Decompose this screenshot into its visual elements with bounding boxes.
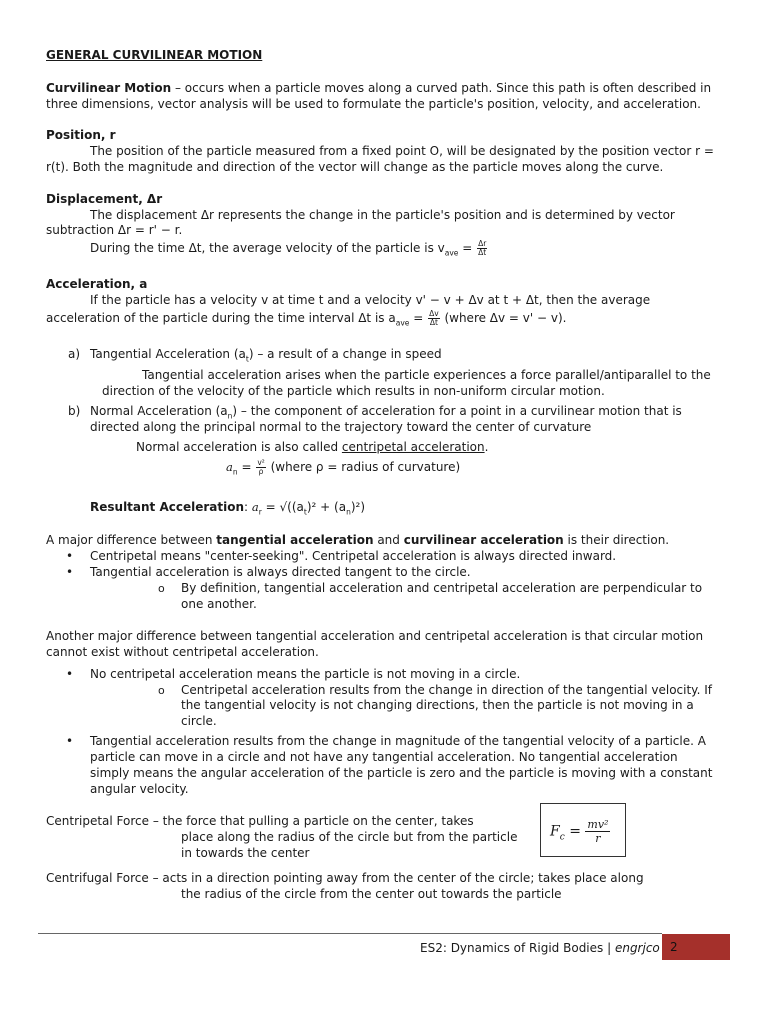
footer-course: ES2: Dynamics of Rigid Bodies | engrjco [420, 941, 660, 955]
normal-marker: b) [68, 404, 81, 418]
centripetal-acceleration-term: centripetal acceleration [341, 440, 485, 454]
difference2-line1: Another major difference between tangential acceleration and centripetal acceleration is that circular motion [46, 629, 704, 643]
tangential-line2: Tangential acceleration arises when the particle experiences a force parallel/antiparallel to the [142, 368, 711, 382]
position-heading: Position, r [46, 128, 116, 142]
page-title: GENERAL CURVILINEAR MOTION [46, 48, 263, 62]
sub-bullet-marker: o [158, 684, 165, 697]
average-acceleration-fraction: $\frac{\Delta v}{\Delta t}$ [429, 309, 439, 327]
tangential-line3: direction of the velocity of the particle which results in non-uniform circular motion. [102, 384, 605, 398]
tangential-magnitude-line1: Tangential acceleration results from the change in magnitude of the tangential velocity of a particle. A [90, 734, 706, 748]
normal-line1: Normal Acceleration $(a_n)$ – the component of acceleration for a point in a curvilinear motion that is [90, 404, 682, 421]
bullet-marker: • [66, 549, 74, 563]
difference2-line2: cannot exist without centripetal acceleration. [46, 645, 319, 659]
average-velocity-fraction: $\frac{\Delta r}{\Delta t}$ [478, 239, 487, 257]
footer-page-box [662, 934, 730, 960]
tangential-magnitude-line4: angular velocity. [90, 782, 189, 796]
centripetal-force-line1: Centripetal Force – the force that pulling a particle on the center, takes [46, 814, 474, 828]
normal-acceleration-formula: $a_n$ = $\frac{\text{v²}}{\rho}$ (where ρ = radius of curvature) [226, 458, 461, 477]
centripetal-force-formula: $F_c$ = $\frac{\text{mv²}}{r}$ [550, 818, 609, 845]
difference-direction-line: A major difference between tangential acceleration and curvilinear acceleration is their direction. [46, 533, 670, 547]
no-centripetal-bullet: No centripetal acceleration means the particle is not moving in a circle. [90, 667, 521, 681]
direction-subbullet-line1: Centripetal acceleration results from the change in direction of the tangential velocity. If [181, 683, 712, 697]
curvilinear-term: Curvilinear Motion [46, 81, 172, 95]
tangential-magnitude-line2: particle can move in a circle and not have any tangential acceleration. No tangential acceleration [90, 750, 678, 764]
acceleration-line1: If the particle has a velocity v at time t and a velocity v' − v + Δv at t + Δt, then the average [90, 293, 651, 307]
displacement-line2: subtraction Δr = r' − r. [46, 223, 183, 237]
normal-line3: Normal acceleration is also called centripetal acceleration. [136, 440, 489, 454]
resultant-acceleration: Resultant Acceleration: $a_r = √((a_t)^2 + (a_n)^2)$ [90, 500, 366, 517]
centripetal-force-formula-box [540, 803, 626, 857]
curvilinear-definition-line1: Curvilinear Motion – occurs when a particle moves along a curved path. Since this path is often described in [46, 81, 712, 95]
curvilinear-definition-line2: three dimensions, vector analysis will be used to formulate the particle's position, velocity, and acceleration. [46, 97, 701, 111]
position-line2: r(t). Both the magnitude and direction of the vector will change as the particle moves along the curve. [46, 160, 664, 174]
acceleration-line2: acceleration of the particle during the time interval Δt is $a_{ave}$ = $\frac{\Delta v}{\Delta t}$ (where Δv = v' − v). [46, 309, 567, 328]
displacement-line1: The displacement Δr represents the change in the particle's position and is determined by vector [90, 208, 675, 222]
displacement-heading: Displacement, Δr [46, 192, 163, 206]
direction-subbullet-line2: the tangential velocity is not changing directions, then the particle is not moving in a [181, 698, 694, 712]
displacement-line3: During the time Δt, the average velocity of the particle is $v_{ave}$ = $\frac{\Delta r}{\Delta t}$ [90, 239, 487, 258]
perpendicular-subbullet-line2: one another. [181, 597, 257, 611]
page-number: 2 [670, 940, 678, 954]
bullet-marker: • [66, 667, 74, 681]
tangential-magnitude-line3: simply means the angular acceleration of the particle is zero and the particle is moving with a constant [90, 766, 713, 780]
direction-subbullet-line3: circle. [181, 714, 217, 728]
centrifugal-force-line2: the radius of the circle from the center out towards the particle [181, 887, 562, 901]
acceleration-heading: Acceleration, a [46, 277, 148, 291]
bullet-marker: • [66, 734, 74, 748]
sub-bullet-marker: o [158, 582, 165, 595]
normal-acceleration-fraction: $\frac{\text{v²}}{\rho}$ [257, 458, 265, 476]
centripetal-bullet: Centripetal means "center-seeking". Centripetal acceleration is always directed inward. [90, 549, 617, 563]
position-line1: The position of the particle measured from a fixed point O, will be designated by the position vector r = [90, 144, 714, 158]
perpendicular-subbullet-line1: By definition, tangential acceleration and centripetal acceleration are perpendicular to [181, 581, 703, 595]
centripetal-force-line3: in towards the center [181, 846, 310, 860]
centripetal-force-line2: place along the radius of the circle but from the particle [181, 830, 518, 844]
bullet-marker: • [66, 565, 74, 579]
footer-author: engrjco [614, 941, 660, 955]
tangential-line1: Tangential Acceleration $(a_t)$ – a result of a change in speed [90, 347, 442, 364]
tangential-bullet: Tangential acceleration is always directed tangent to the circle. [90, 565, 471, 579]
centrifugal-force-line1: Centrifugal Force – acts in a direction pointing away from the center of the circle; takes place along [46, 871, 644, 885]
footer-rule [38, 933, 662, 934]
normal-line2: directed along the principal normal to the trajectory toward the center of curvature [90, 420, 592, 434]
tangential-marker: a) [68, 347, 81, 361]
